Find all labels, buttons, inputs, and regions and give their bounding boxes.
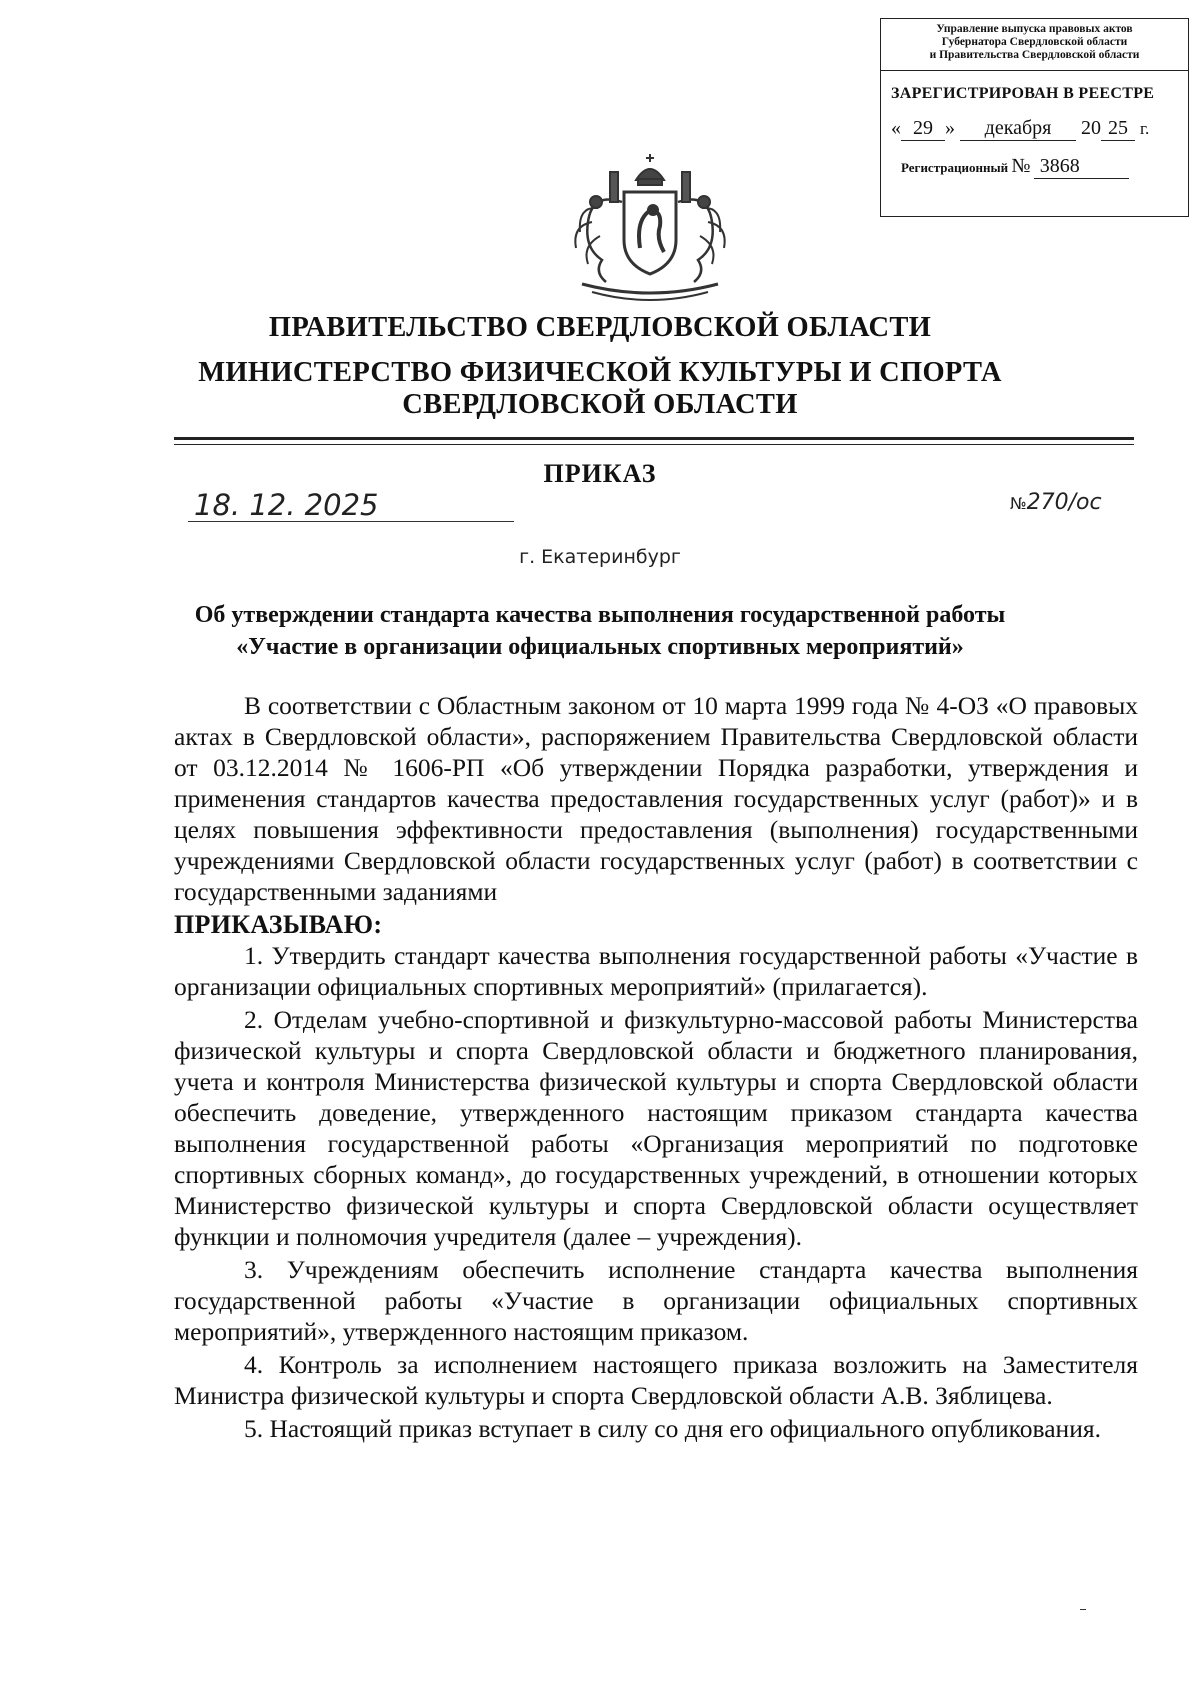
- registry-number-label: Регистрационный: [901, 160, 1009, 175]
- order-item-4: 4. Контроль за исполнением настоящего приказа возложить на Заместителя Министра физической культуры и спорта Свердловской области А.В. Зяблицева.: [174, 1350, 1138, 1410]
- order-number: 270/ос: [1026, 490, 1102, 515]
- registry-month: декабря: [960, 117, 1076, 141]
- quote-open: «: [891, 117, 901, 139]
- city: г. Екатеринбург: [519, 546, 681, 568]
- registry-stamp: [880, 18, 1189, 217]
- order-item-5: 5. Настоящий приказ вступает в силу со дня его официального опубликования.: [244, 1414, 1101, 1443]
- document-type: ПРИКАЗ: [543, 459, 657, 488]
- registry-stamp-date: [891, 117, 1188, 141]
- ministry-name-line1: МИНИСТЕРСТВО ФИЗИЧЕСКОЙ КУЛЬТУРЫ И СПОРТА: [198, 357, 1002, 388]
- registry-stamp-header-line: Управление выпуска правовых актов: [936, 23, 1133, 35]
- registry-year-suffix: 25: [1101, 117, 1135, 141]
- order-item-1: 1. Утвердить стандарт качества выполнения государственной работы «Участие в организации официальных спортивных мероприятий» (прилагается).: [174, 941, 1138, 1001]
- coat-of-arms-emblem: [552, 152, 748, 302]
- document-title: [0, 599, 1200, 663]
- registry-number: 3868: [1034, 155, 1129, 179]
- document-body: [174, 690, 1138, 1446]
- order-word: ПРИКАЗЫВАЮ:: [174, 910, 383, 939]
- government-name: ПРАВИТЕЛЬСТВО СВЕРДЛОВСКОЙ ОБЛАСТИ: [268, 312, 932, 343]
- registry-stamp-header: [881, 19, 1188, 71]
- handwritten-date: 18. 12. 2025: [188, 488, 514, 522]
- header-rule-thin: [174, 444, 1134, 445]
- registry-number-sign: №: [1011, 155, 1031, 177]
- quote-close: »: [945, 117, 955, 139]
- preamble-paragraph: В соответствии с Областным законом от 10 марта 1999 года № 4-ОЗ «О правовых актах в Свердловской области», распоряжением Правительства Свердловской области от 03.12.2014 № 1606-РП «Об утверждении Порядка разработки, утверждения и применения стандартов качества предоставления государственных услуг (работ)» и в целях повышения эффективности предоставления (выполнения) государственными учреждениями Свердловской области государственных услуг (работ) в соответствии с государственными заданиями: [174, 691, 1138, 906]
- ministry-name-line2: СВЕРДЛОВСКОЙ ОБЛАСТИ: [402, 389, 798, 420]
- document-title-line1: Об утверждении стандарта качества выполнения государственной работы: [194, 602, 1006, 628]
- registry-year-unit: г.: [1140, 119, 1150, 138]
- registry-stamp-header-line: Губернатора Свердловской области: [941, 36, 1128, 48]
- registry-year-prefix: 20: [1081, 117, 1101, 139]
- registry-day: 29: [901, 117, 945, 141]
- registry-stamp-header-line: и Правительства Свердловской области: [929, 49, 1140, 61]
- number-sign: №: [1010, 494, 1027, 513]
- header-rule-thick: [174, 437, 1134, 440]
- registry-number-row: [901, 155, 1188, 179]
- order-item-2: 2. Отделам учебно-спортивной и физкультурно-массовой работы Министерства физической культуры и спорта Свердловской области и бюджетного планирования, учета и контроля Министерства физической культуры и спорта Свердловской области обеспечить доведение, утвержденного настоящим приказом стандарта качества выполнения государственной работы «Организация мероприятий по подготовке спортивных сборных команд», до государственных учреждений, в отношении которых Министерство физической культуры и спорта Свердловской области осуществляет функции и полномочия учредителя (далее – учреждения).: [174, 1005, 1138, 1251]
- registry-stamp-title: ЗАРЕГИСТРИРОВАН В РЕЕСТРЕ: [891, 85, 1155, 102]
- order-item-3: 3. Учреждениям обеспечить исполнение стандарта качества выполнения государственной работы «Участие в организации официальных спортивных мероприятий», утвержденного настоящим приказом.: [174, 1255, 1138, 1346]
- handwritten-number: [1010, 490, 1102, 515]
- dash-mark: [1080, 1609, 1086, 1610]
- document-title-line2: «Участие в организации официальных спортивных мероприятий»: [236, 634, 964, 660]
